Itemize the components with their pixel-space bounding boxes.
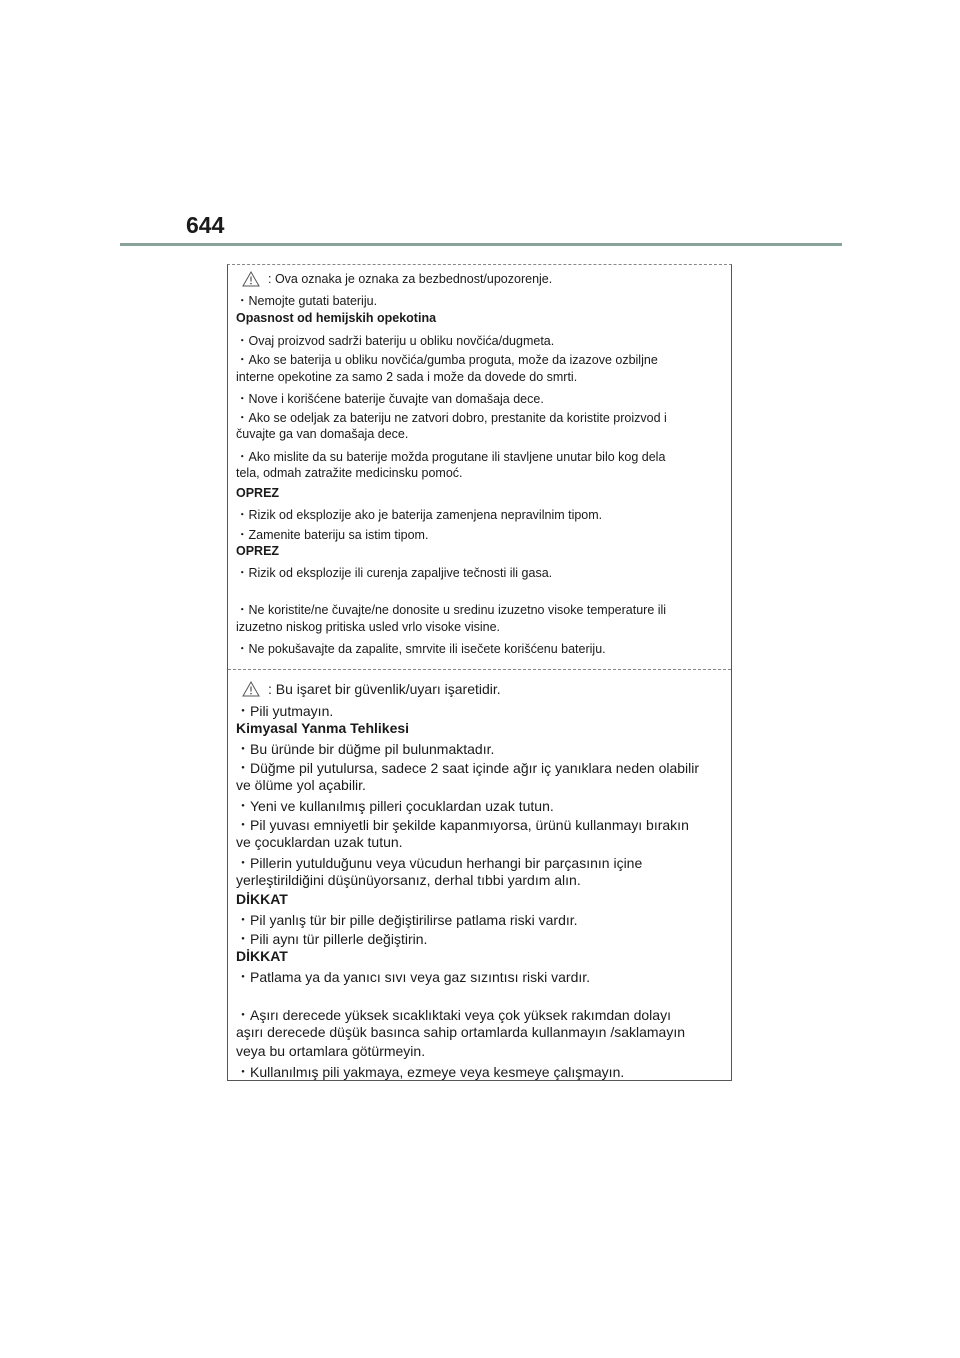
warning-symbol-line [236, 271, 552, 287]
warning-heading: Kimyasal Yanma Tehlikesi [236, 720, 410, 736]
warning-triangle-icon [242, 271, 260, 287]
warning-line: yerleştirildiğini düşünüyorsanız, derhal tıbbi yardım alın. [236, 872, 581, 888]
warning-line: ・Pillerin yutulduğunu veya vücudun herhangi bir parçasının içine [236, 855, 643, 871]
warning-line: veya bu ortamlara götürmeyin. [236, 1043, 426, 1059]
warning-line: ・Ako se odeljak za bateriju ne zatvori dobro, prestanite da koristite proizvod i [236, 411, 667, 425]
warning-line: ・Ovaj proizvod sadrži bateriju u obliku novčića/dugmeta. [236, 334, 555, 348]
warning-line: ve ölüme yol açabilir. [236, 777, 366, 793]
warning-line: ・Kullanılmış pili yakmaya, ezmeye veya kesmeye çalışmayın. [236, 1064, 625, 1080]
warning-line: ・Rizik od eksplozije ili curenja zapaljive tečnosti ili gasa. [236, 566, 553, 580]
warning-line: ・Yeni ve kullanılmış pilleri çocuklardan uzak tutun. [236, 798, 554, 814]
warning-triangle-icon [242, 681, 260, 697]
warning-line: ・Ako se baterija u obliku novčića/gumba proguta, može da izazove ozbiljne [236, 353, 658, 367]
warning-line: aşırı derecede düşük basınca sahip ortamlarda kullanmayın /saklamayın [236, 1024, 686, 1040]
caution-heading: DİKKAT [236, 948, 288, 964]
warning-line: ・Ne koristite/ne čuvajte/ne donosite u sredinu izuzetno visoke temperature ili [236, 603, 667, 617]
header-rule [120, 243, 842, 246]
warning-line: čuvajte ga van domašaja dece. [236, 427, 409, 441]
warning-line: interne opekotine za samo 2 sada i može da dovede do smrti. [236, 370, 578, 384]
caution-heading: OPREZ [236, 486, 280, 500]
warning-line: ・Nove i korišćene baterije čuvajte van domašaja dece. [236, 392, 544, 406]
warning-symbol-line [236, 681, 501, 697]
warning-line: ・Patlama ya da yanıcı sıvı veya gaz sızıntısı riski vardır. [236, 969, 591, 985]
battery-warning-box [227, 264, 732, 1081]
warning-line: ・Ne pokušavajte da zapalite, smrvite ili isečete korišćenu bateriju. [236, 642, 606, 656]
warning-line: ・Düğme pil yutulursa, sadece 2 saat içinde ağır iç yanıklara neden olabilir [236, 760, 700, 776]
warning-line: ve çocuklardan uzak tutun. [236, 834, 403, 850]
warning-line: izuzetno niskog pritiska usled vrlo visoke visine. [236, 620, 501, 634]
warning-line: ・Pili yutmayın. [236, 703, 334, 719]
warning-line: ・Pil yanlış tür bir pille değiştirilirse patlama riski vardır. [236, 912, 578, 928]
warning-line: ・Rizik od eksplozije ako je baterija zamenjena nepravilnim tipom. [236, 508, 603, 522]
caution-heading: DİKKAT [236, 891, 288, 907]
warning-line: ・Bu üründe bir düğme pil bulunmaktadır. [236, 741, 495, 757]
section-divider [228, 669, 731, 670]
caution-heading: OPREZ [236, 544, 280, 558]
warning-line: ・Zamenite bateriju sa istim tipom. [236, 528, 429, 542]
warning-symbol-text: : Ova oznaka je oznaka za bezbednost/upozorenje. [268, 272, 553, 286]
warning-line: ・Aşırı derecede yüksek sıcaklıktaki veya çok yüksek rakımdan dolayı [236, 1007, 671, 1023]
warning-line: tela, odmah zatražite medicinsku pomoć. [236, 466, 463, 480]
serbian-warning-section [228, 265, 731, 669]
warning-symbol-text: : Bu işaret bir güvenlik/uyarı işaretidir. [268, 681, 501, 697]
warning-line: ・Ako mislite da su baterije možda progutane ili stavljene unutar bilo kog dela [236, 450, 666, 464]
warning-line: ・Pil yuvası emniyetli bir şekilde kapanmıyorsa, ürünü kullanmayı bırakın [236, 817, 689, 833]
warning-line: ・Pili aynı tür pillerle değiştirin. [236, 931, 428, 947]
page-number: 644 [186, 212, 225, 238]
warning-line: ・Nemojte gutati bateriju. [236, 294, 378, 308]
warning-heading: Opasnost od hemijskih opekotina [236, 311, 437, 325]
